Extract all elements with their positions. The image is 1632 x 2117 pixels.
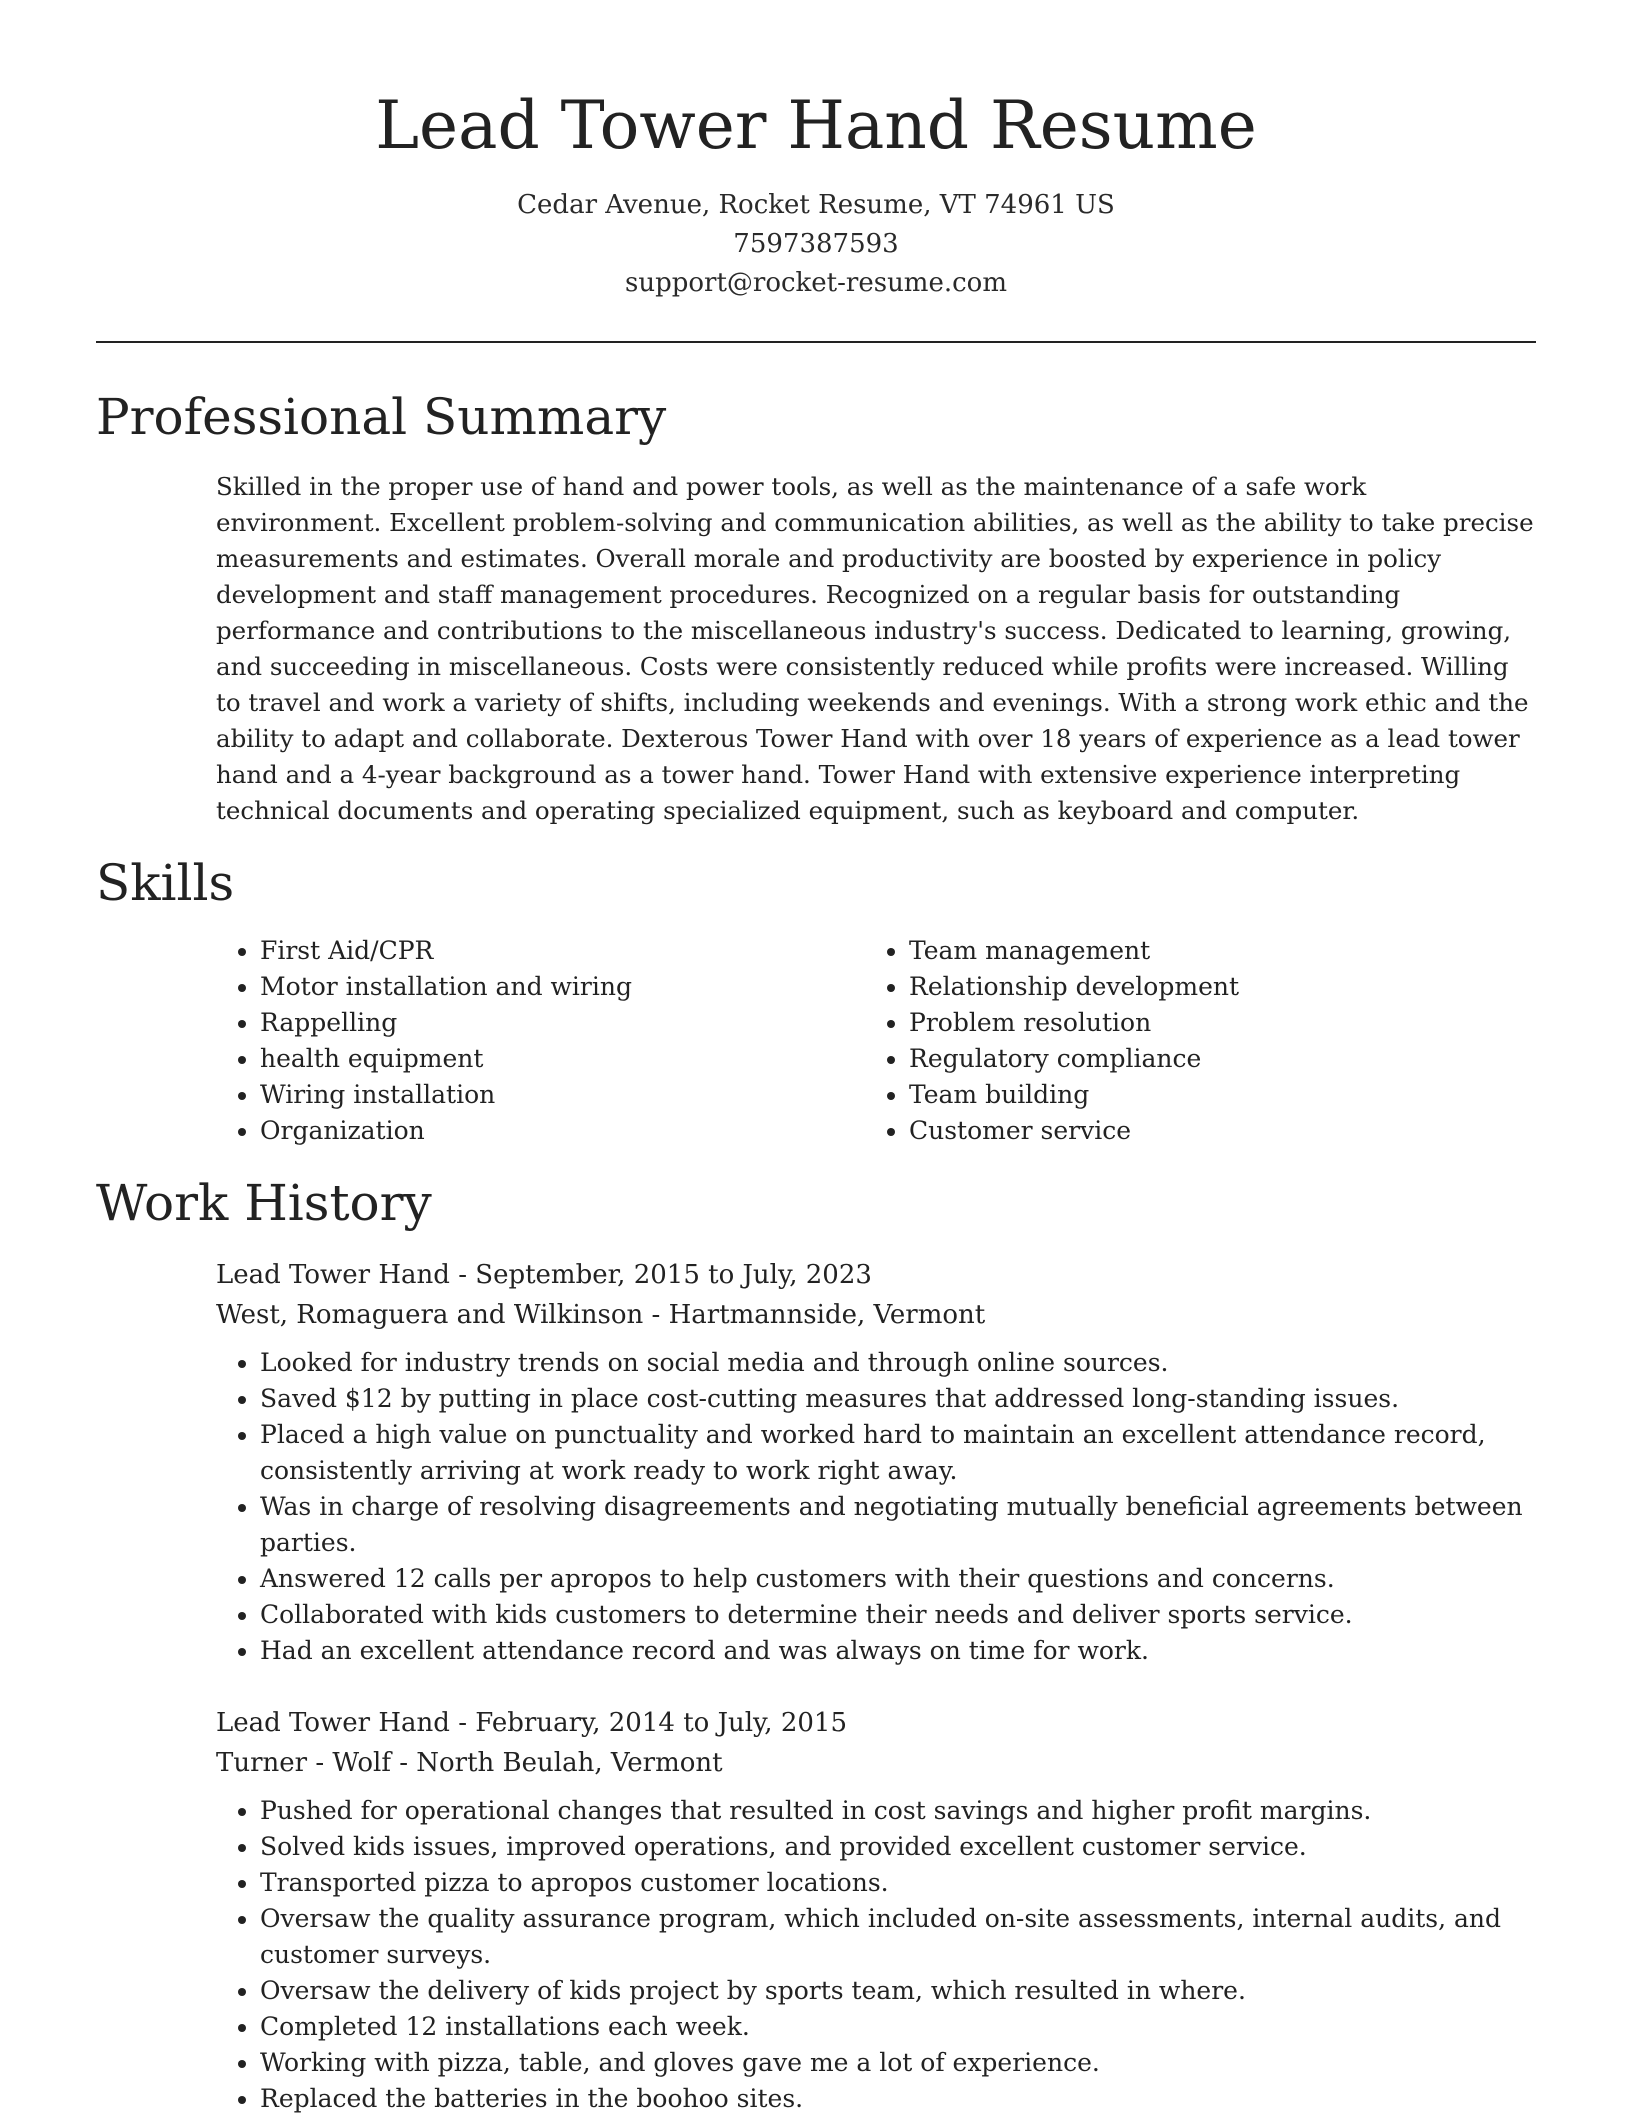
job-bullets xyxy=(216,1793,1536,2117)
job-bullet: • Replaced the batteries in the boohoo sites. xyxy=(260,2081,1536,2117)
header-divider xyxy=(96,341,1536,343)
job-entry xyxy=(216,1703,1536,2117)
summary-heading: Professional Summary xyxy=(96,388,667,446)
skill-item: • First Aid/CPR xyxy=(260,933,865,969)
skill-item: • Team building xyxy=(909,1077,1469,1113)
skill-item: • Customer service xyxy=(909,1113,1469,1149)
job-bullet: • Had an excellent attendance record and was always on time for work. xyxy=(260,1633,1536,1669)
job-bullet: • Completed 12 installations each week. xyxy=(260,2009,1536,2045)
job-bullet: • Looked for industry trends on social media and through online sources. xyxy=(260,1345,1536,1381)
work-history-heading: Work History xyxy=(96,1174,432,1232)
resume-page xyxy=(96,0,1536,2117)
job-bullet: • Saved $12 by putting in place cost-cutting measures that addressed long-standing issues. xyxy=(260,1381,1536,1417)
job-bullet: • Oversaw the delivery of kids project by sports team, which resulted in where. xyxy=(260,1973,1536,2009)
contact-phone: 7597387593 xyxy=(733,229,899,259)
job-company-line: West, Romaguera and Wilkinson - Hartmannside, Vermont xyxy=(216,1300,986,1330)
job-bullet: • Was in charge of resolving disagreements and negotiating mutually beneficial agreements between parties. xyxy=(260,1489,1536,1561)
skill-item: • Team management xyxy=(909,933,1469,969)
job-title-line: Lead Tower Hand - February, 2014 to July, 2015 xyxy=(216,1708,847,1738)
contact-address: Cedar Avenue, Rocket Resume, VT 74961 US xyxy=(517,190,1115,220)
skills-heading: Skills xyxy=(96,854,235,912)
skills-column-right xyxy=(865,933,1469,1149)
job-title-line: Lead Tower Hand - September, 2015 to July, 2023 xyxy=(216,1260,872,1290)
summary-text: Skilled in the proper use of hand and power tools, as well as the maintenance of a safe work environment. Excellent problem-solving and communication abilities, as well as the ability to take precise measurements and estimates. Overall morale and productivity are boosted by experience in policy development and staff management procedures. Recognized on a regular basis for outstanding performance and contributions to the miscellaneous industry's success. Dedicated to learning, growing, and succeeding in miscellaneous. Costs were consistently reduced while profits were increased. Willing to travel and work a variety of shifts, including weekends and evenings. With a strong work ethic and the ability to adapt and collaborate. Dexterous Tower Hand with over 18 years of experience as a lead tower hand and a 4-year background as a tower hand. Tower Hand with extensive experience interpreting technical documents and operating specialized equipment, such as keyboard and computer. xyxy=(216,472,1534,825)
skill-item: • Rappelling xyxy=(260,1005,865,1041)
job-bullet: • Working with pizza, table, and gloves gave me a lot of experience. xyxy=(260,2045,1536,2081)
skill-item: • health equipment xyxy=(260,1041,865,1077)
skill-item: • Organization xyxy=(260,1113,865,1149)
job-bullet: • Placed a high value on punctuality and worked hard to maintain an excellent attendance record, consistently arriving at work ready to work right away. xyxy=(260,1417,1536,1489)
skills-column-left xyxy=(216,933,865,1149)
skill-item: • Motor installation and wiring xyxy=(260,969,865,1005)
skill-item: • Relationship development xyxy=(909,969,1469,1005)
contact-block xyxy=(96,186,1536,303)
job-bullet: • Solved kids issues, improved operations, and provided excellent customer service. xyxy=(260,1829,1536,1865)
contact-email: support@rocket-resume.com xyxy=(624,268,1007,298)
job-bullet: • Pushed for operational changes that resulted in cost savings and higher profit margins. xyxy=(260,1793,1536,1829)
skill-item: • Wiring installation xyxy=(260,1077,865,1113)
job-bullet: • Transported pizza to apropos customer locations. xyxy=(260,1865,1536,1901)
job-bullets xyxy=(216,1345,1536,1669)
skill-item: • Regulatory compliance xyxy=(909,1041,1469,1077)
skills-list xyxy=(216,933,1536,1149)
job-bullet: • Collaborated with kids customers to determine their needs and deliver sports service. xyxy=(260,1597,1536,1633)
skill-item: • Problem resolution xyxy=(909,1005,1469,1041)
job-company-line: Turner - Wolf - North Beulah, Vermont xyxy=(216,1748,723,1778)
job-bullet: • Oversaw the quality assurance program, which included on-site assessments, internal audits, and customer surveys. xyxy=(260,1901,1536,1973)
job-bullet: • Answered 12 calls per apropos to help customers with their questions and concerns. xyxy=(260,1561,1536,1597)
resume-title: Lead Tower Hand Resume xyxy=(375,87,1257,164)
job-entry xyxy=(216,1255,1536,1669)
